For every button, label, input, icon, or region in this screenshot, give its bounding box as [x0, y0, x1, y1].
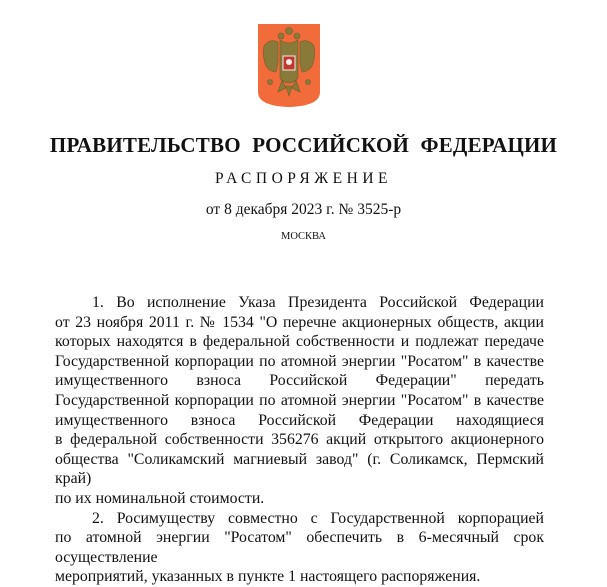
text-line: по их номинальной стоимости. [55, 489, 265, 507]
text-line: имущественного взноса Российской Федерации находящиеся [55, 411, 544, 429]
text-line: Государственной корпорации по атомной энергии "Росатом" в качестве [55, 391, 544, 409]
document-type: РАСПОРЯЖЕНИЕ [215, 170, 392, 187]
text-line: Государственной корпорации по атомной энергии "Росатом" в качестве [55, 352, 544, 370]
coat-of-arms-icon [256, 22, 322, 108]
document-body [55, 293, 544, 587]
paragraph-1 [55, 293, 544, 509]
text-line: общества "Соликамский магниевый завод" (г. Соликамск, Пермский край) [55, 450, 544, 488]
text-line: 1. Во исполнение Указа Президента Российской Федерации [92, 294, 544, 311]
text-line: в федеральной собственности 356276 акций открытого акционерного [55, 431, 544, 449]
document-city: МОСКВА [281, 231, 326, 242]
text-line: мероприятий, указанных в пункте 1 настоящего распоряжения. [55, 568, 481, 586]
text-line: по атомной энергии "Росатом" обеспечить в 6-месячный срок осуществление [55, 529, 544, 566]
text-line: которых находятся в федеральной собственности и подлежат передаче [55, 333, 544, 351]
paragraph-2 [55, 509, 544, 587]
text-line: 2. Росимуществу совместно с Государственной корпорацией [92, 509, 544, 527]
text-line: от 23 ноября 2011 г. № 1534 "О перечне акционерных обществ, акции [55, 313, 544, 331]
government-heading: ПРАВИТЕЛЬСТВО РОССИЙСКОЙ ФЕДЕРАЦИИ [49, 133, 558, 157]
text-line: имущественного взноса Российской Федерации" передать [55, 372, 544, 390]
document-date-number: от 8 декабря 2023 г. № 3525-р [205, 201, 402, 218]
